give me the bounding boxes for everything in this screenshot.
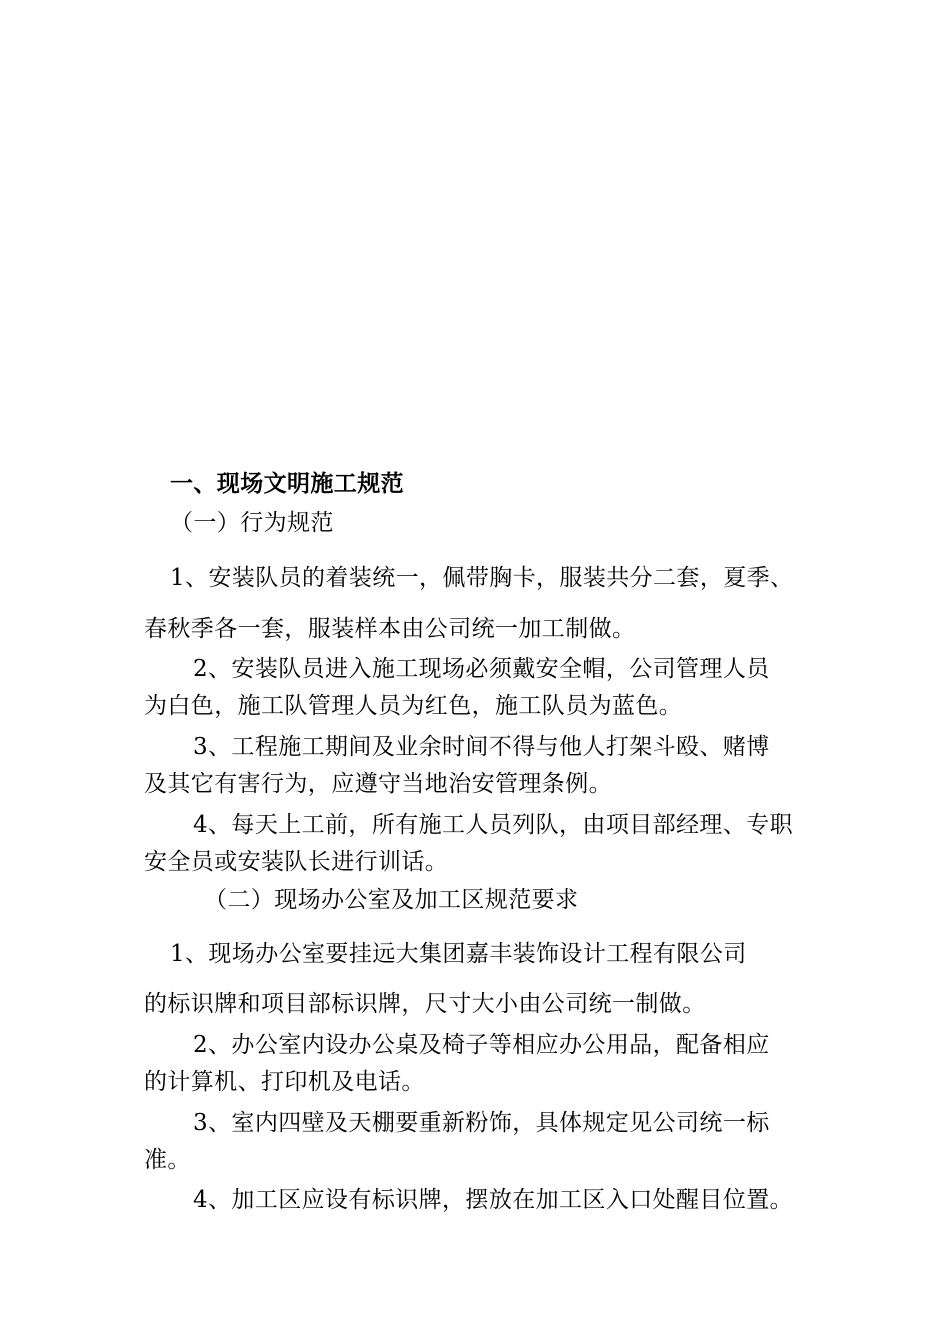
paragraph-line: 安全员或安装队长进行训话。: [144, 849, 449, 875]
paragraph-line: 2、办公室内设办公桌及椅子等相应办公用品，配备相应: [193, 1032, 770, 1058]
paragraph-line: 1、现场办公室要挂远大集团嘉丰装饰设计工程有限公司: [170, 941, 747, 967]
subsection-title-behavior: （一）行为规范: [170, 510, 334, 536]
paragraph-line: 4、每天上工前，所有施工人员列队，由项目部经理、专职: [193, 812, 794, 838]
paragraph-line: 2、安装队员进入施工现场必须戴安全帽，公司管理人员: [193, 656, 770, 682]
paragraph-line: 3、室内四壁及天棚要重新粉饰，具体规定见公司统一标: [193, 1110, 770, 1136]
paragraph-line: 4、加工区应设有标识牌，摆放在加工区入口处醒目位置。: [193, 1187, 794, 1213]
paragraph-line: 春秋季各一套，服装样本由公司统一加工制做。: [144, 616, 636, 642]
section-heading: 一、现场文明施工规范: [170, 470, 404, 497]
paragraph-line: 及其它有害行为，应遵守当地治安管理条例。: [144, 771, 612, 797]
paragraph-line: 1、安装队员的着装统一，佩带胸卡，服装共分二套，夏季、: [170, 565, 794, 591]
paragraph-line: 3、工程施工期间及业余时间不得与他人打架斗殴、赌博: [193, 734, 770, 760]
paragraph-line: 的计算机、打印机及电话。: [144, 1069, 425, 1095]
paragraph-line: 准。: [144, 1147, 191, 1173]
paragraph-line: 的标识牌和项目部标识牌，尺寸大小由公司统一制做。: [144, 991, 706, 1017]
paragraph-line: 为白色，施工队管理人员为红色，施工队员为蓝色。: [144, 693, 683, 719]
subsection-title-office: （二）现场办公室及加工区规范要求: [204, 887, 579, 913]
